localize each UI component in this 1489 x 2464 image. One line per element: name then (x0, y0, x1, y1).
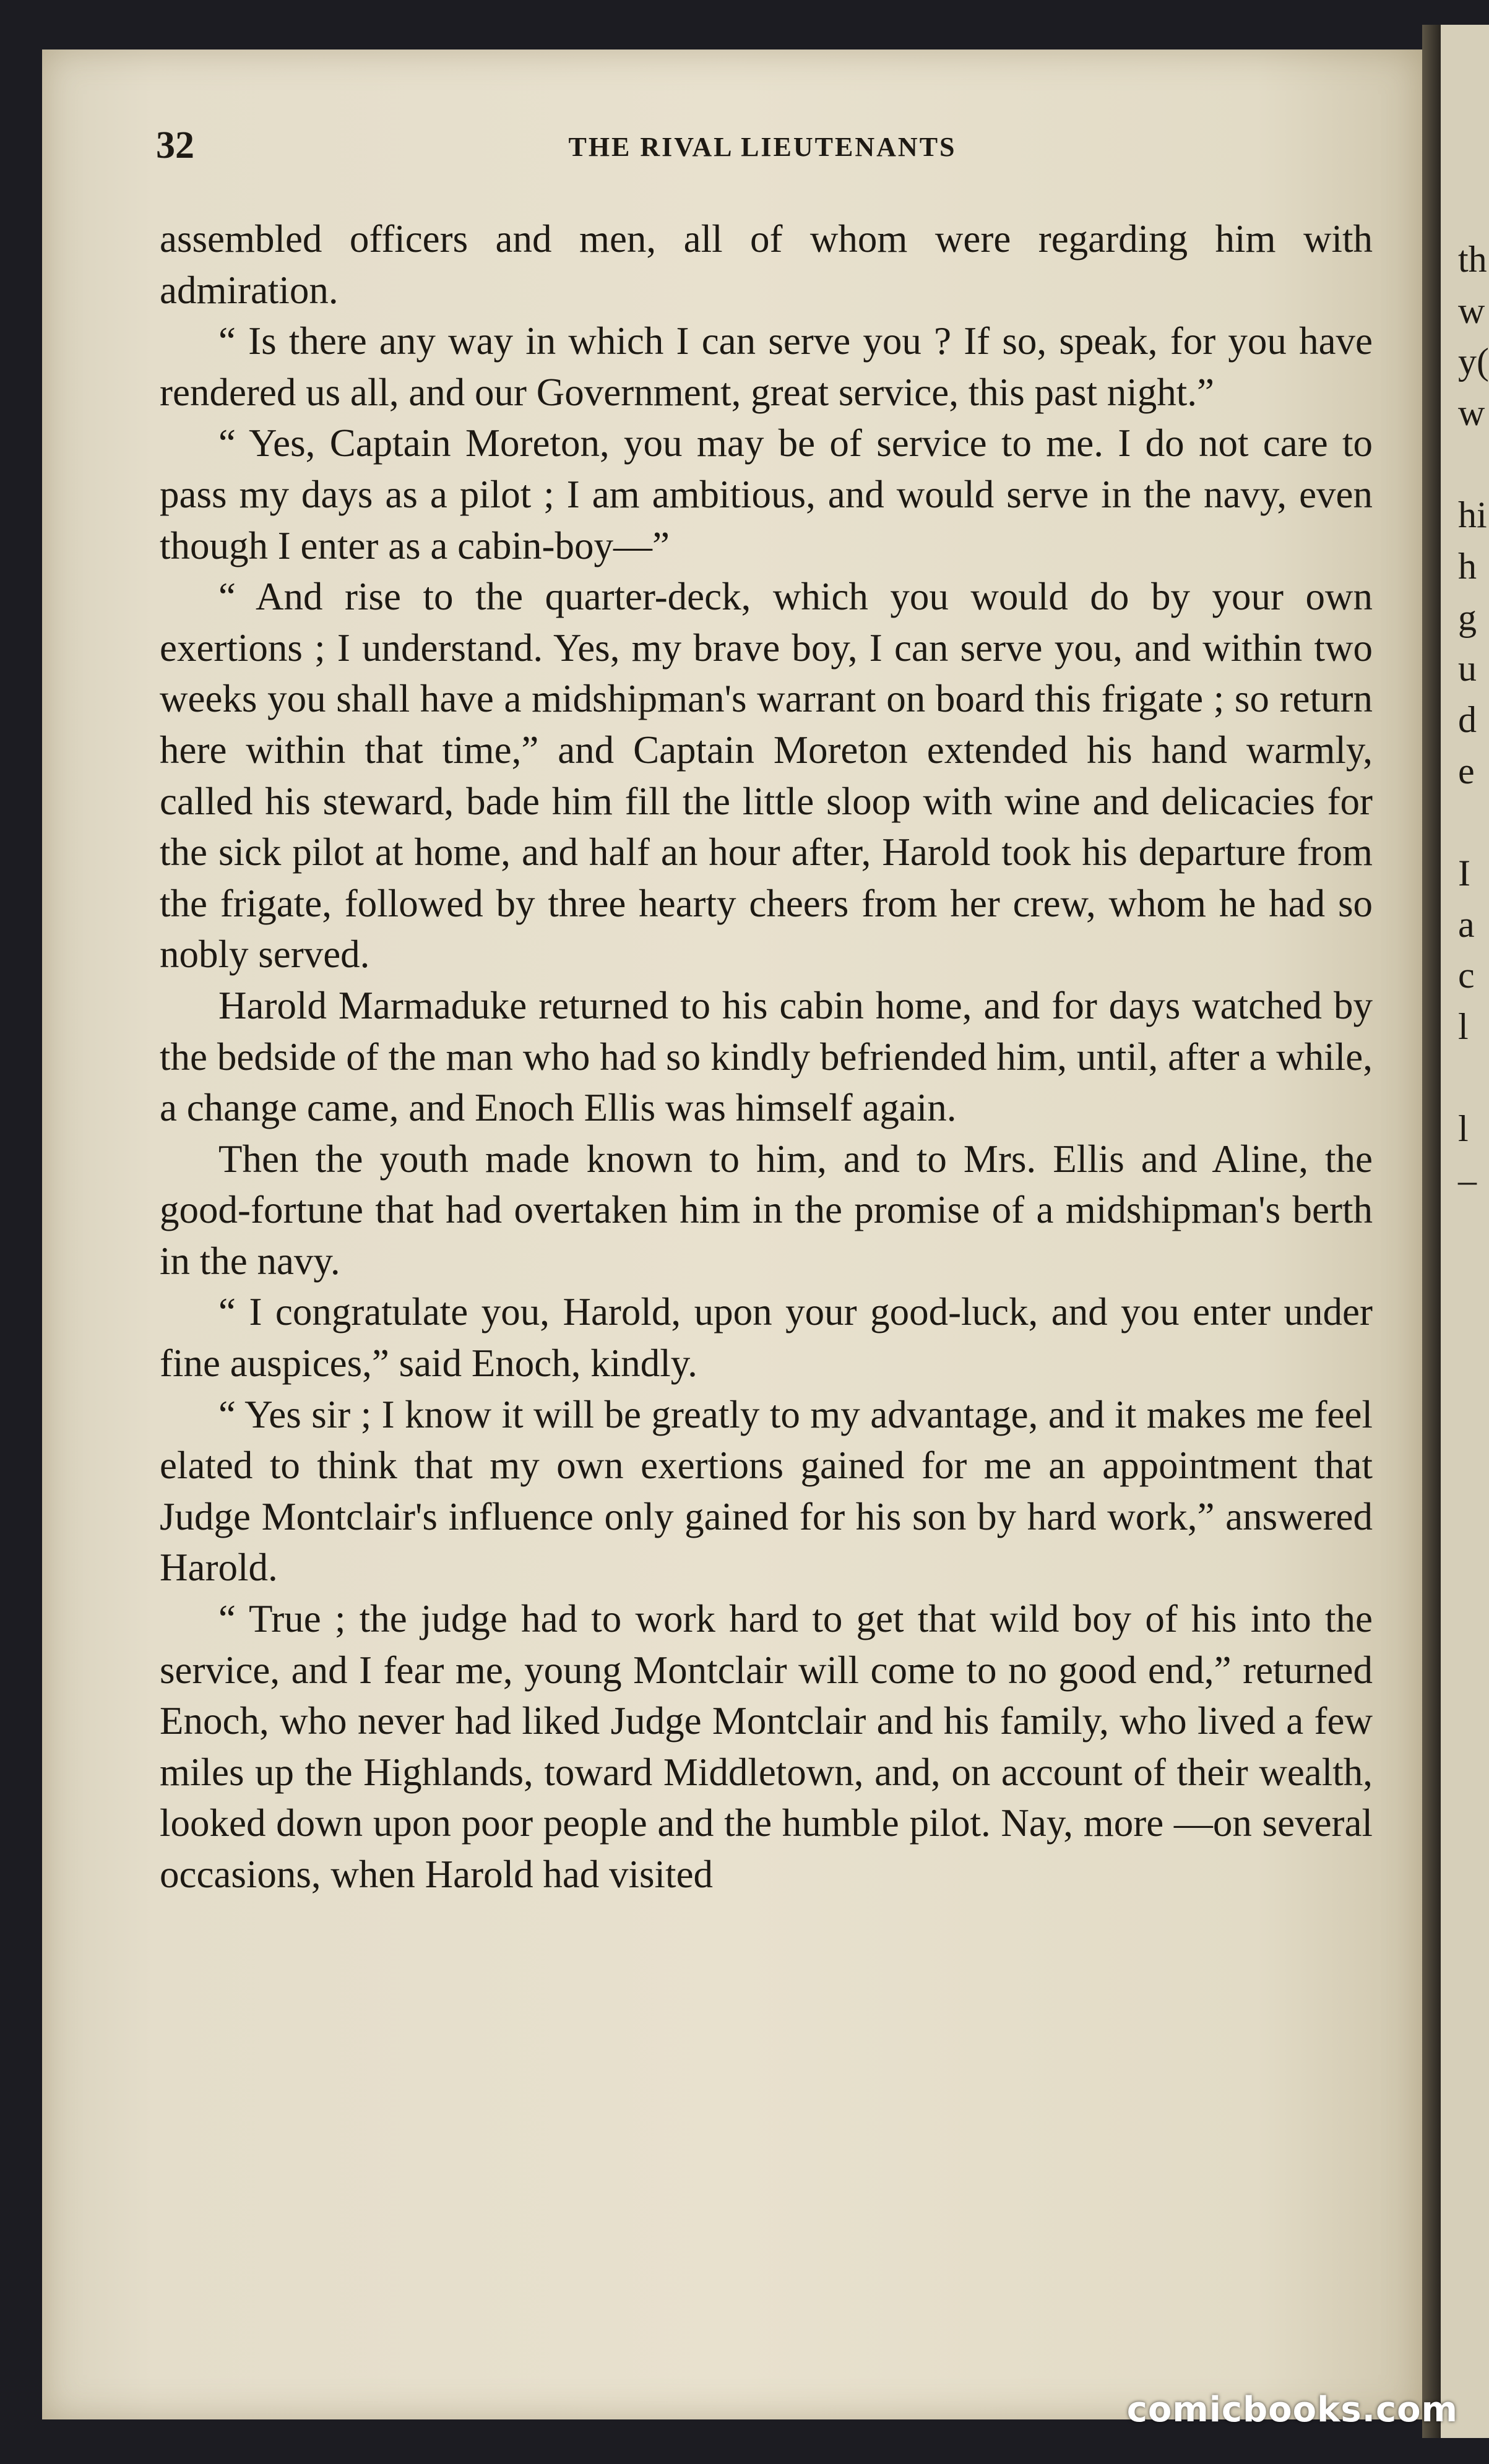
paragraph: “ I congratulate you, Harold, upon your good-luck, and you enter under fine auspices,” said Enoch, kindly. (160, 1290, 1373, 1385)
page-number: 32 (156, 124, 194, 166)
facing-page-fragment: hi (1458, 494, 1487, 535)
facing-page-fragment: a (1458, 904, 1475, 945)
facing-page-fragment: u (1458, 648, 1477, 689)
facing-page-fragment: th (1458, 239, 1487, 280)
paragraph: “ Yes, Captain Moreton, you may be of service to me. I do not care to pass my days as a pilot ; I am ambitious, and would serve in the navy, even though I enter as a cabin-boy—” (160, 421, 1373, 567)
facing-page-fragment: h (1458, 546, 1477, 587)
paragraph: “ Yes sir ; I know it will be greatly to my advantage, and it makes me feel elated to think that my own exertions gained for me an appointment that Judge Montclair's influence only gained for his son by hard work,” answered Harold. (160, 1392, 1373, 1590)
paragraph: “ Is there any way in which I can serve you ? If so, speak, for you have rendered us all, and our Government, great service, this past night.” (160, 319, 1373, 414)
facing-page-fragment: w (1458, 392, 1485, 433)
paragraph: Then the youth made known to him, and to Mrs. Ellis and Aline, the good-fortune that had overtaken him in the promise of a midshipman's berth in the navy. (160, 1137, 1373, 1283)
facing-page-edge (1441, 25, 1489, 2438)
watermark: comicbooks.com (1126, 2390, 1458, 2430)
paragraph: “ True ; the judge had to work hard to get that wild boy of his into the service, and I fear me, young Montclair will come to no good end,” returned Enoch, who never had liked Judge Montclair and his family, who lived a few miles up the Highlands, toward Middletown, and, on account of their wealth, looked down upon poor people and the humble pilot. Nay, more —on several occasions, when Harold had visited (160, 1597, 1373, 1896)
paragraph: “ And rise to the quarter-deck, which you would do by your own exertions ; I understand. Yes, my brave boy, I can serve you, and within two weeks you shall have a midshipman's warrant on board this frigate ; so return here within that time,” and Captain Moreton extended his hand warmly, called his steward, bade him fill the little sloop with wine and delicacies for the sick pilot at home, and half an hour after, Harold took his departure from the frigate, followed by three hearty cheers from her crew, whom he had so nobly served. (160, 575, 1373, 976)
page-header (156, 124, 1369, 179)
facing-page-fragment: I (1458, 853, 1470, 894)
facing-page-fragment: y( (1458, 341, 1489, 382)
facing-page-fragment: w (1458, 290, 1485, 331)
facing-page-fragment: – (1458, 1160, 1477, 1200)
running-title: THE RIVAL LIEUTENANTS (568, 132, 957, 162)
paragraph: assembled officers and men, all of whom were regarding him with admiration. (160, 217, 1373, 312)
paragraph: Harold Marmaduke returned to his cabin home, and for days watched by the bedside of the man who had so kindly befriended him, until, after a while, a change came, and Enoch Ellis was himself again. (160, 983, 1373, 1130)
facing-page-fragment: d (1458, 699, 1477, 740)
facing-page-fragment: g (1458, 597, 1477, 638)
facing-page-fragment: l (1458, 1006, 1469, 1047)
facing-page-fragment: l (1458, 1108, 1469, 1149)
facing-page-fragment: e (1458, 751, 1475, 791)
body-text (160, 213, 1373, 1900)
book-spine (1422, 25, 1441, 2438)
facing-page-fragment: c (1458, 955, 1475, 996)
